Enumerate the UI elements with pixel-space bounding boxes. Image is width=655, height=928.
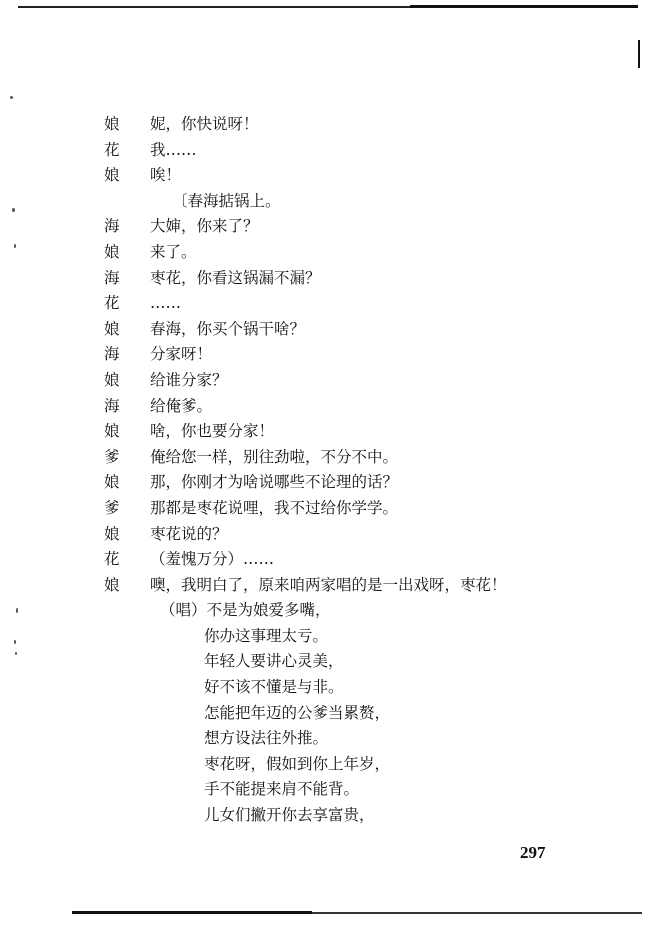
dialogue-line: [104, 112, 624, 138]
line-text: 噢，我明白了，原来咱两家唱的是一出戏呀，枣花！: [150, 575, 507, 594]
speaker-label: 娘: [104, 473, 120, 492]
dialogue-line: [104, 240, 624, 266]
line-text: 俺给您一样，别往劲啦，不分不中。: [150, 447, 399, 466]
line-text: 想方设法往外推。: [204, 729, 329, 748]
dialogue-line: [104, 573, 624, 599]
dialogue-line: [104, 291, 624, 317]
scan-speck: [16, 608, 18, 613]
line-text: 分家呀！: [150, 345, 213, 364]
speaker-label: 娘: [104, 115, 120, 133]
speaker-label: 娘: [104, 319, 120, 338]
line-text: 我……: [150, 140, 197, 159]
line-text: 大婶，你来了？: [150, 217, 259, 236]
line-text: 给谁分家？: [150, 370, 228, 389]
line-text: （唱）不是为娘爱多嘴，: [160, 601, 331, 620]
speaker-label: 娘: [104, 370, 120, 389]
line-text: 唉！: [150, 166, 182, 185]
dialogue-line: [104, 138, 624, 164]
speaker-label: 花: [104, 294, 120, 313]
dialogue-line: [104, 547, 624, 573]
speaker-label: 海: [104, 345, 120, 364]
dialogue-line: [104, 368, 624, 394]
scan-speck: [12, 208, 15, 212]
line-text: ……: [150, 294, 181, 313]
speaker-label: 娘: [104, 575, 120, 594]
speaker-label: 爹: [104, 447, 120, 466]
line-text: 怎能把年迈的公爹当累赘，: [204, 703, 391, 722]
line-text: 枣花，你看这锅漏不漏？: [150, 268, 321, 287]
dialogue-line: [104, 394, 624, 420]
line-text: 来了。: [150, 242, 197, 261]
dialogue-line: [104, 317, 624, 343]
line-text: 手不能提来肩不能背。: [204, 780, 360, 799]
lyric-line: [104, 624, 624, 650]
line-text: 啥，你也要分家！: [150, 422, 275, 441]
scan-speck: [14, 640, 16, 644]
speaker-label: 海: [104, 268, 120, 287]
speaker-label: 娘: [104, 242, 120, 261]
line-text: 那，你刚才为啥说哪些不论理的话？: [150, 473, 399, 492]
speaker-label: 花: [104, 140, 120, 159]
scan-speck: [15, 652, 17, 655]
dialogue-line: [104, 445, 624, 471]
speaker-label: 娘: [104, 524, 120, 543]
line-text: 妮，你快说呀！: [150, 115, 259, 133]
bottom-rule-thick: [72, 911, 312, 914]
speaker-label: 海: [104, 217, 120, 236]
stage-direction: [104, 189, 624, 215]
line-text: 〔春海掂锅上。: [172, 191, 281, 210]
lyric-line: [104, 803, 624, 829]
lyric-line: [104, 649, 624, 675]
line-text: 好不该不懂是与非。: [204, 678, 344, 697]
margin-mark: [638, 40, 640, 68]
lyric-line: [104, 675, 624, 701]
speaker-label: 娘: [104, 166, 120, 185]
dialogue-line: [104, 496, 624, 522]
line-text: 枣花呀，假如到你上年岁，: [204, 754, 391, 773]
dialogue-line: [104, 266, 624, 292]
scan-speck: [10, 96, 13, 99]
dialogue-line: [104, 342, 624, 368]
scan-speck: [14, 244, 16, 248]
dialogue-line: [104, 163, 624, 189]
line-text: 儿女们撇开你去享富贵，: [204, 806, 375, 825]
dialogue-line: [104, 419, 624, 445]
line-text: 春海，你买个锅干啥？: [150, 319, 306, 338]
line-text: 你办这事理太亏。: [204, 626, 329, 645]
lyric-line: [104, 777, 624, 803]
line-text: 给俺爹。: [150, 396, 213, 415]
line-text: 那都是枣花说哩，我不过给你学学。: [150, 498, 399, 517]
lyric-line: [104, 752, 624, 778]
line-text: 枣花说的？: [150, 524, 228, 543]
speaker-label: 花: [104, 550, 120, 569]
top-rule-thick: [410, 5, 638, 8]
speaker-label: 娘: [104, 422, 120, 441]
lyric-line: [104, 598, 624, 624]
dialogue-body: [104, 112, 624, 829]
line-text: （羞愧万分）……: [150, 550, 275, 569]
dialogue-line: [104, 470, 624, 496]
speaker-label: 爹: [104, 498, 120, 517]
lyric-line: [104, 701, 624, 727]
dialogue-line: [104, 522, 624, 548]
page-number: 297: [520, 843, 546, 862]
dialogue-line: [104, 214, 624, 240]
lyric-line: [104, 726, 624, 752]
line-text: 年轻人要讲心灵美，: [204, 652, 344, 671]
speaker-label: 海: [104, 396, 120, 415]
